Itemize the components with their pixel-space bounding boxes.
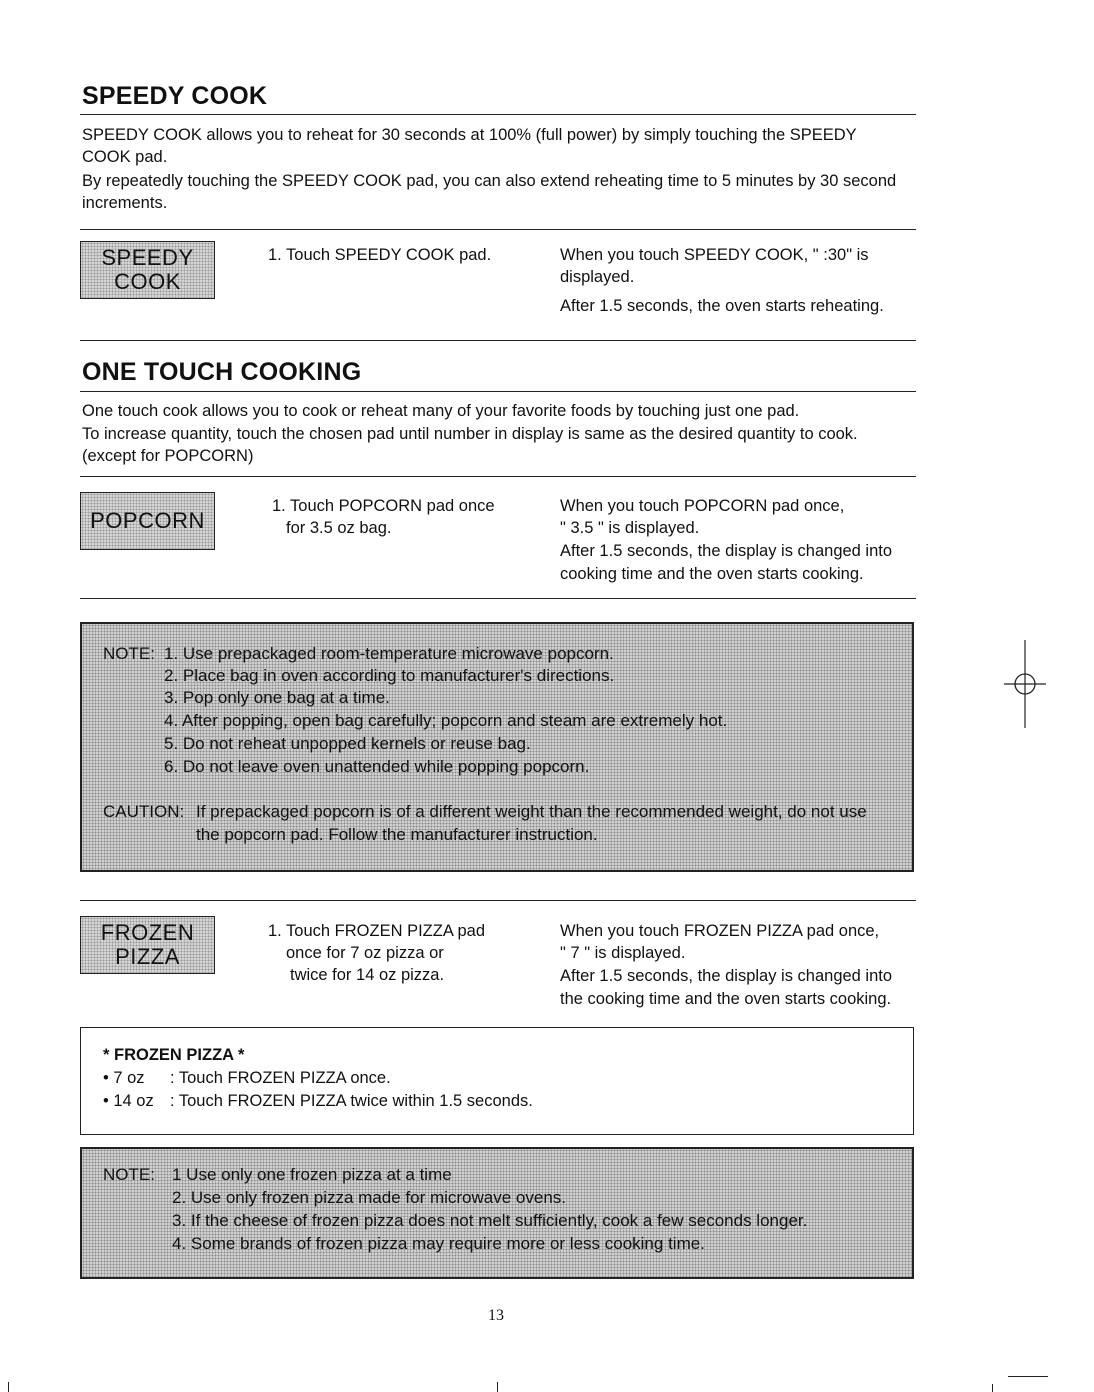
pad-label: COOK	[114, 269, 181, 294]
frozen-pizza-step: 1. Touch FROZEN PIZZA pad	[268, 922, 486, 940]
speedy-cook-heading: SPEEDY COOK	[82, 82, 268, 110]
section-rule	[80, 391, 916, 392]
note-item: 4. After popping, open bag carefully; popcorn and steam are extremely hot.	[164, 711, 728, 730]
note-label: NOTE:	[103, 644, 155, 663]
popcorn-result: After 1.5 seconds, the display is changed into	[560, 542, 893, 560]
page-number: 13	[488, 1307, 504, 1324]
one-touch-intro-1: One touch cook allows you to cook or reheat many of your favorite foods by touching just one pad.	[82, 402, 800, 420]
edge-mark	[497, 1382, 498, 1392]
note-item: 4. Some brands of frozen pizza may require more or less cooking time.	[172, 1234, 705, 1253]
popcorn-step: 1. Touch POPCORN pad once	[272, 497, 495, 515]
section-rule	[80, 340, 916, 341]
note-item: 3. If the cheese of frozen pizza does not melt sufficiently, cook a few seconds longer.	[172, 1211, 808, 1230]
one-touch-heading: ONE TOUCH COOKING	[82, 358, 362, 386]
popcorn-step: for 3.5 oz bag.	[286, 519, 392, 537]
speedy-cook-result: After 1.5 seconds, the oven starts reheating.	[560, 297, 884, 315]
pad-label: SPEEDY	[101, 245, 194, 270]
note-item: 1 Use only one frozen pizza at a time	[172, 1165, 452, 1184]
caution-text: If prepackaged popcorn is of a different weight than the recommended weight, do not use	[196, 802, 867, 821]
note-label: NOTE:	[103, 1165, 155, 1184]
frozen-pizza-instruction: : Touch FROZEN PIZZA twice within 1.5 seconds.	[170, 1092, 533, 1110]
note-item: 1. Use prepackaged room-temperature microwave popcorn.	[164, 644, 614, 663]
registration-mark-icon	[1000, 640, 1050, 730]
frozen-pizza-size: • 14 oz	[103, 1092, 154, 1110]
frozen-pizza-result: " 7 " is displayed.	[560, 944, 686, 962]
speedy-cook-pad-icon	[80, 241, 215, 299]
section-rule	[80, 900, 916, 901]
popcorn-result: cooking time and the oven starts cooking.	[560, 565, 864, 583]
section-rule	[80, 229, 916, 230]
frozen-pizza-result: the cooking time and the oven starts cooking.	[560, 990, 892, 1008]
speedy-cook-result: When you touch SPEEDY COOK, " :30" is displayed.	[560, 246, 869, 286]
popcorn-result: When you touch POPCORN pad once,	[560, 497, 845, 515]
frozen-pizza-result: When you touch FROZEN PIZZA pad once,	[560, 922, 880, 940]
caution-label: CAUTION:	[103, 802, 185, 821]
caution-text: the popcorn pad. Follow the manufacturer instruction.	[196, 825, 598, 844]
note-item: 2. Place bag in oven according to manufacturer's directions.	[164, 666, 615, 685]
one-touch-intro-2: To increase quantity, touch the chosen pad until number in display is same as the desired quantity to cook. (except for POPCORN)	[82, 425, 858, 465]
pad-label: FROZEN	[100, 920, 195, 945]
frozen-pizza-box-title: * FROZEN PIZZA *	[103, 1046, 245, 1064]
frozen-pizza-size: • 7 oz	[103, 1069, 145, 1087]
note-item: 5. Do not reheat unpopped kernels or reuse bag.	[164, 734, 531, 753]
note-item: 3. Pop only one bag at a time.	[164, 688, 390, 707]
frozen-pizza-pad-icon	[80, 916, 215, 974]
frozen-pizza-step: twice for 14 oz pizza.	[290, 966, 445, 984]
edge-mark	[1008, 1376, 1048, 1377]
pad-label: POPCORN	[90, 508, 205, 533]
section-rule	[80, 114, 916, 115]
section-rule	[80, 598, 916, 599]
frozen-pizza-step: once for 7 oz pizza or	[286, 944, 444, 962]
note-item: 6. Do not leave oven unattended while popping popcorn.	[164, 757, 590, 776]
popcorn-pad-icon	[80, 492, 215, 550]
pad-label: PIZZA	[115, 944, 180, 969]
section-rule	[80, 476, 916, 477]
note-item: 2. Use only frozen pizza made for microwave ovens.	[172, 1188, 567, 1207]
popcorn-result: " 3.5 " is displayed.	[560, 519, 700, 537]
speedy-cook-step: 1. Touch SPEEDY COOK pad.	[268, 246, 492, 264]
speedy-cook-intro-1: SPEEDY COOK allows you to reheat for 30 seconds at 100% (full power) by simply touching the SPEEDY COOK pad.	[82, 126, 857, 166]
speedy-cook-intro-2: By repeatedly touching the SPEEDY COOK pad, you can also extend reheating time to 5 minutes by 30 second increments.	[82, 172, 897, 212]
frozen-pizza-result: After 1.5 seconds, the display is changed into	[560, 967, 893, 985]
edge-mark	[8, 1382, 9, 1392]
edge-mark	[992, 1384, 993, 1392]
frozen-pizza-instruction: : Touch FROZEN PIZZA once.	[170, 1069, 391, 1087]
